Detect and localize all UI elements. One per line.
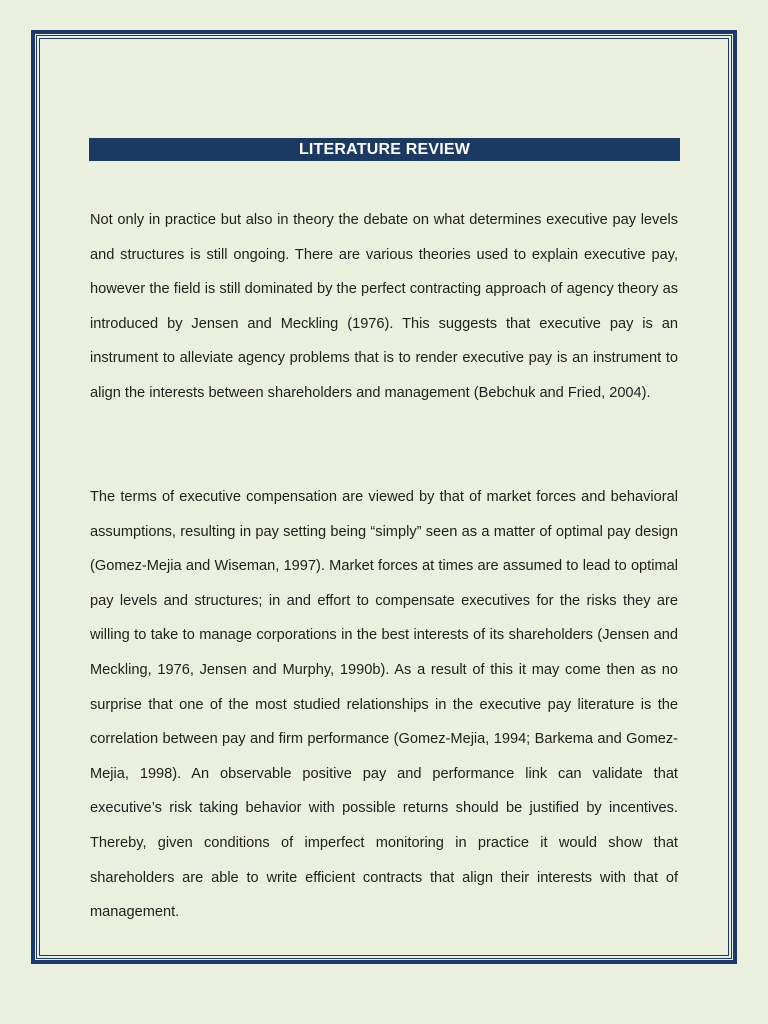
section-title: LITERATURE REVIEW [89, 138, 680, 161]
paragraph-1: Not only in practice but also in theory the debate on what determines executive pay levels and structures is still ongoing. There are various theories used to explain executive pay, however the field is still dominated by the perfect contracting approach of agency theory as introduced by Jensen and Meckling (1976). This suggests that executive pay is an instrument to alleviate agency problems that is to render executive pay is an instrument to align the interests between shareholders and management (Bebchuk and Fried, 2004). [90, 212, 678, 401]
paragraph-2: The terms of executive compensation are viewed by that of market forces and behavioral assumptions, resulting in pay setting being “simply” seen as a matter of optimal pay design (Gomez-Mejia and Wiseman, 1997). Market forces at times are assumed to lead to optimal pay levels and structures; in and effort to compensate executives for the risks they are willing to take to manage corporations in the best interests of its shareholders (Jensen and Meckling, 1976, Jensen and Murphy, 1990b). As a result of this it may come then as no surprise that one of the most studied relationships in the executive pay literature is the correlation between pay and firm performance (Gomez-Mejia, 1994; Barkema and Gomez-Mejia, 1998). An observable positive pay and performance link can validate that executive’s risk taking behavior with possible returns should be justified by incentives. Thereby, given conditions of imperfect monitoring in practice it would show that shareholders are able to write efficient contracts that align their interests with that of management. [90, 489, 678, 921]
